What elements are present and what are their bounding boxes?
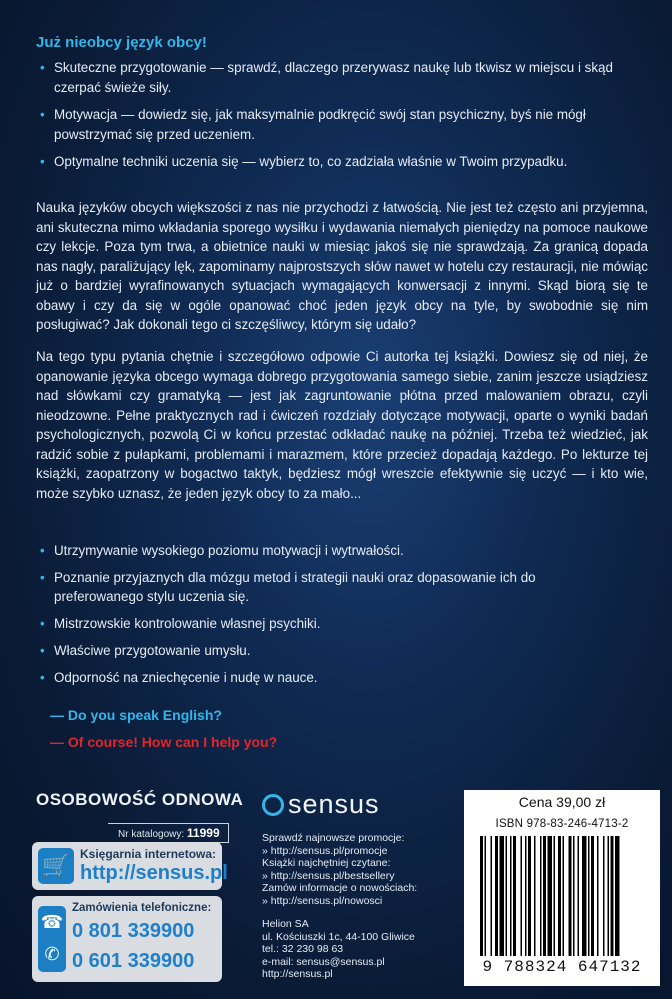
price-box	[464, 790, 660, 986]
email[interactable]: e-mail: sensus@sensus.pl	[262, 955, 385, 968]
benefit-list	[36, 541, 596, 695]
dialog-question: — Do you speak English?	[50, 707, 222, 723]
shop-label: Księgarnia internetowa:	[80, 847, 217, 861]
shop-link[interactable]: http://sensus.pl	[80, 862, 228, 884]
barcode-bar	[582, 836, 587, 956]
publisher-logo: sensus	[262, 789, 380, 820]
news-label: Zamów informacje o nowościach:	[262, 882, 418, 894]
list-item: • Właściwe przygotowanie umysłu.	[36, 641, 596, 660]
barcode-bar	[480, 836, 483, 956]
series-logo: OSOBOWOŚĆ ODNOWA	[36, 790, 244, 809]
barcode-bar	[588, 836, 590, 956]
barcode	[478, 836, 648, 956]
barcode-bar	[521, 836, 523, 956]
barcode-bar	[495, 836, 498, 956]
phone-number-1[interactable]: 0 801 339900	[72, 920, 195, 942]
barcode-number: 9 788324 647132	[482, 958, 642, 976]
phone-number-2[interactable]: 0 601 339900	[72, 950, 195, 972]
barcode-bar	[573, 836, 575, 956]
barcode-bar	[540, 836, 542, 956]
barcode-bar	[608, 836, 610, 956]
barcode-bar	[563, 836, 565, 956]
promo-label: Sprawdź najnowsze promocje:	[262, 832, 405, 844]
list-item: • Motywacja — dowiedz się, jak maksymalnie podkręcić swój stan psychiczny, byś nie mógł powstrzymać się przed uczeniem.	[36, 105, 636, 145]
list-item: • Mistrzowskie kontrolowanie własnej psychiki.	[36, 614, 596, 633]
street-address: ul. Kościuszki 1c, 44-100 Gliwice	[262, 930, 415, 943]
barcode-bar	[543, 836, 546, 956]
barcode-bar	[554, 836, 556, 956]
feature-list	[36, 58, 636, 179]
page-title: Już nieobcy język obcy!	[36, 34, 207, 51]
barcode-bar	[534, 836, 536, 956]
barcode-bar	[513, 836, 516, 956]
phone-order-box	[32, 896, 222, 982]
promo-link[interactable]: » http://sensus.pl/promocje	[262, 845, 417, 858]
promo-links	[262, 832, 417, 907]
isbn: ISBN 978-83-246-4713-2	[495, 818, 629, 830]
telephone: tel.: 32 230 98 63	[262, 943, 344, 955]
list-item: • Odporność na zniechęcenie i nudę w nauce.	[36, 668, 596, 687]
barcode-bar	[611, 836, 614, 956]
barcode-bar	[578, 836, 580, 956]
barcode-bar	[558, 836, 561, 956]
barcode-bar	[603, 836, 605, 956]
list-item: • Optymalne techniki uczenia się — wybierz to, co zadziała właśnie w Twoim przypadku.	[36, 152, 636, 172]
barcode-bar	[569, 836, 572, 956]
website-link[interactable]: http://sensus.pl	[262, 968, 333, 980]
description-paragraph-2: Na tego typu pytania chętnie i szczegółowo odpowie Ci autorka tej książki. Dowiesz się od niej, że opanowanie języka obcego wymaga dobrego przygotowania samego siebie, zanim jeszcze usiądziesz nad słówkami czy gramatyką — jest jak zagruntowanie płótna przed malowaniem obrazu, czyli nieodzowne. Pełne praktycznych rad i ćwiczeń rozdziały dotyczące motywacji, oparte o wyniki badań psychologicznych, pozwolą Ci w końcu przestać odkładać naukę na później. Trzeba też wiedzieć, jak radzić sobie z pułapkami, problemami i marazmem, które przecież dopadają każdego. Po lekturze tej książki, zaopatrzony w bogactwo taktyk, będziesz mógł wreszcie efektywnie się uczyć — i kto wie, może szybko uznasz, że jeden język obcy to za mało...	[36, 349, 648, 501]
catalog-value: 11999	[186, 826, 220, 840]
list-item: • Poznanie przyjaznych dla mózgu metod i strategii nauki oraz dopasowanie ich do preferowanego stylu uczenia się.	[36, 568, 596, 606]
barcode-bar	[510, 836, 512, 956]
phone-label: Zamówienia telefoniczne:	[72, 902, 212, 914]
description-paragraph-1: Nauka języków obcych większości z nas nie przychodzi z łatwością. Nie jest też często ani przyjemna, ani skuteczna mimo wkładania sporego wysiłku i wydawania niemałych pieniędzy na pomoce naukowe czy lekcje. Poza tym trwa, a obietnice nauki w miesiąc jakoś się nie sprawdzają. Za granicą dopada nas nagły, paraliżujący lęk, zapominamy najprostszych słów nawet w hotelu czy restauracji, nie mówiąc już o bardziej wyrafinowanych sytuacjach wymagających konwersacji z innymi. Skąd biorą się te obawy i czy da się w ogóle opanować choć jeden język obcy na tyle, by swobodnie się nim posługiwać? Jak dokonali tego ci szczęśliwcy, którym się udało?	[36, 200, 648, 332]
barcode-bar	[528, 836, 531, 956]
barcode-bar	[500, 836, 505, 956]
online-shop-box[interactable]	[32, 842, 228, 890]
publisher-address	[262, 918, 415, 981]
barcode-bar	[615, 836, 620, 956]
phone-icon: ☎ ✆	[38, 906, 66, 972]
bestsellers-link[interactable]: » http://sensus.pl/bestsellery	[262, 870, 417, 883]
news-link[interactable]: » http://sensus.pl/nowosci	[262, 895, 417, 908]
catalog-number	[108, 823, 229, 843]
shopping-cart-icon: 🛒	[38, 848, 74, 884]
company-name: Helion SA	[262, 918, 309, 930]
barcode-bar	[506, 836, 508, 956]
sensus-logo-icon	[262, 794, 284, 816]
list-item: • Utrzymywanie wysokiego poziomu motywacji i wytrwałości.	[36, 541, 596, 560]
barcode-bar	[485, 836, 487, 956]
barcode-bar	[525, 836, 527, 956]
barcode-bar	[548, 836, 553, 956]
barcode-bar	[597, 836, 599, 956]
dialog-answer: — Of course! How can I help you?	[50, 734, 278, 750]
list-item: • Skuteczne przygotowanie — sprawdź, dlaczego przerywasz naukę lub tkwisz w miejscu i skąd czerpać świeże siły.	[36, 58, 636, 98]
price: Cena 39,00 zł	[518, 794, 606, 810]
barcode-bar	[591, 836, 594, 956]
barcode-bar	[491, 836, 493, 956]
catalog-label: Nr katalogowy:	[118, 829, 185, 840]
bestsellers-label: Książki najchętniej czytane:	[262, 857, 391, 869]
